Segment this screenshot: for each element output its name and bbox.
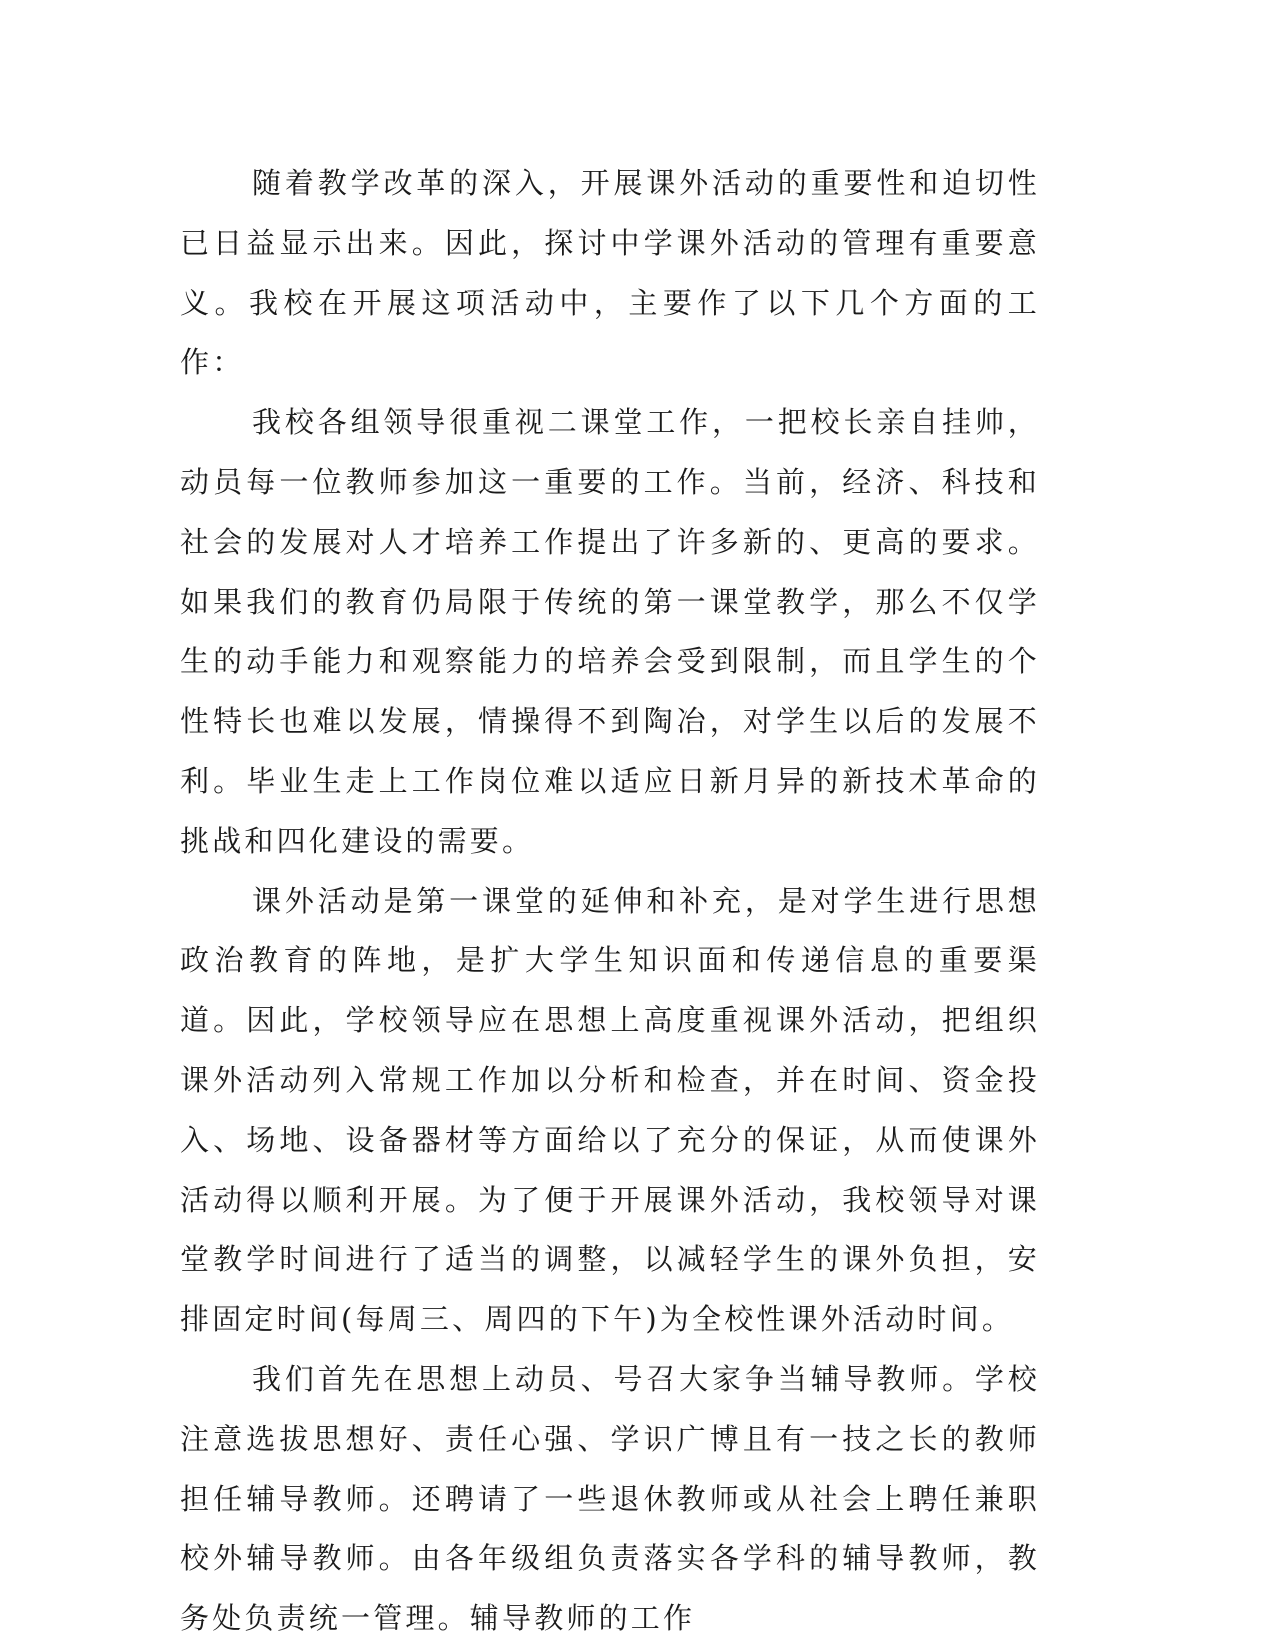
- paragraph-1: 随着教学改革的深入，开展课外活动的重要性和迫切性已日益显示出来。因此，探讨中学课外活动的管理有重要意义。我校在开展这项活动中，主要作了以下几个方面的工作：: [180, 166, 1040, 380]
- paragraph-3: 课外活动是第一课堂的延伸和补充，是对学生进行思想政治教育的阵地，是扩大学生知识面和传递信息的重要渠道。因此，学校领导应在思想上高度重视课外活动，把组织课外活动列入常规工作加以分析和检查，并在时间、资金投入、场地、设备器材等方面给以了充分的保证，从而使课外活动得以顺利开展。为了便于开展课外活动，我校领导对课堂教学时间进行了适当的调整，以减轻学生的课外负担，安排固定时间(每周三、周四的下午)为全校性课外活动时间。: [180, 883, 1040, 1337]
- body-text: [180, 154, 1040, 1649]
- paragraph-2: 我校各组领导很重视二课堂工作，一把校长亲自挂帅，动员每一位教师参加这一重要的工作。当前，经济、科技和社会的发展对人才培养工作提出了许多新的、更高的要求。如果我们的教育仍局限于传统的第一课堂教学，那么不仅学生的动手能力和观察能力的培养会受到限制，而且学生的个性特长也难以发展，情操得不到陶冶，对学生以后的发展不利。毕业生走上工作岗位难以适应日新月异的新技术革命的挑战和四化建设的需要。: [180, 405, 1040, 858]
- paragraph-4: 我们首先在思想上动员、号召大家争当辅导教师。学校注意选拔思想好、责任心强、学识广博且有一技之长的教师担任辅导教师。还聘请了一些退休教师或从社会上聘任兼职校外辅导教师。由各年级组负责落实各学科的辅导教师，教务处负责统一管理。辅导教师的工作: [180, 1361, 1040, 1636]
